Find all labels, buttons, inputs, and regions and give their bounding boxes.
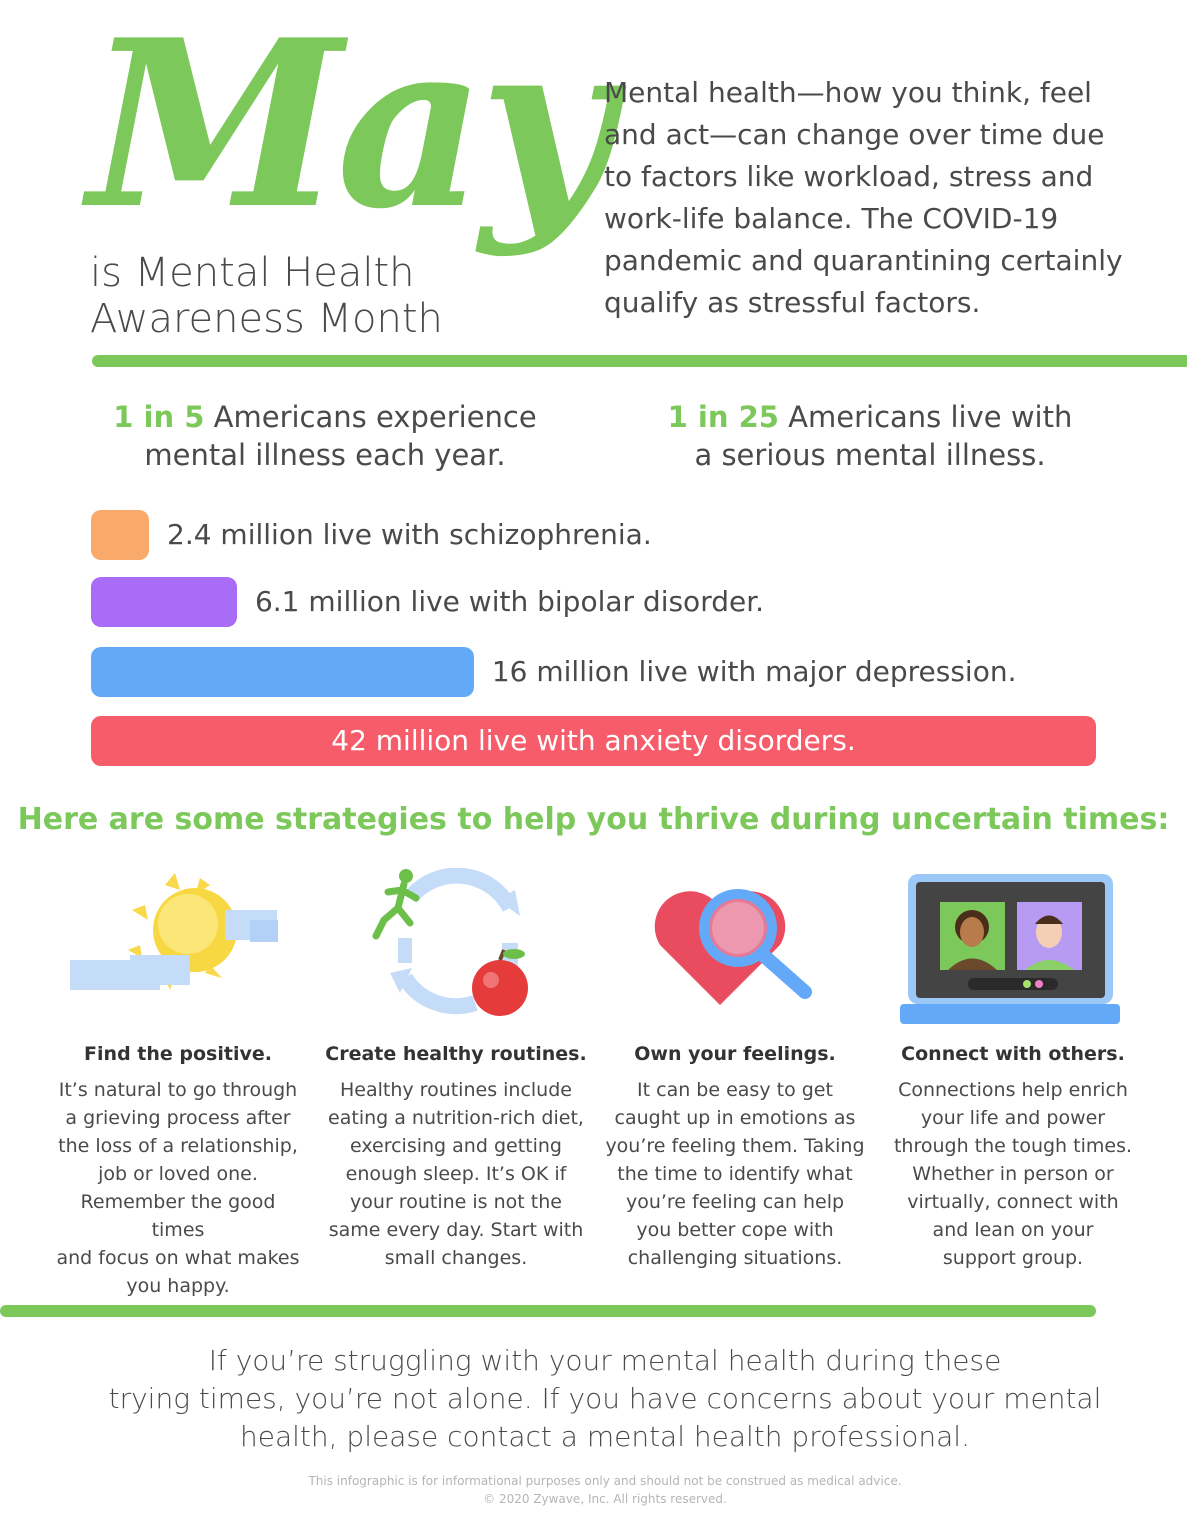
stat-left-line1: Americans experience: [204, 400, 537, 434]
bar-label: 16 million live with major depression.: [491, 655, 1017, 688]
strategy-description-line: your life and power: [920, 1107, 1106, 1129]
strategy-description-line: support group.: [942, 1247, 1084, 1269]
strategy-description-line: you happy.: [126, 1275, 230, 1297]
strategy-title: Own your feelings.: [634, 1043, 836, 1065]
strategy-description: [53, 1076, 303, 1300]
closing-line2: trying times, you’re not alone. If you have concerns about your mental: [108, 1382, 1102, 1415]
intro-paragraph: Mental health—how you think, feel and act—can change over time due to factors like workload, stress and work-life balance. The COVID-19 pandemic and quarantining certainly qualify as stressful factors.: [604, 76, 1123, 319]
stat-right-line1: Americans live with: [778, 400, 1073, 434]
strategy-description-line: Whether in person or: [912, 1163, 1114, 1185]
footer: [0, 1472, 1187, 1508]
stat-one-in-five: [100, 398, 550, 474]
bar-label: 6.1 million live with bipolar disorder.: [254, 585, 765, 618]
subtitle-line1: is Mental Health: [90, 250, 415, 296]
heart-magnifier-icon: [650, 880, 820, 1014]
runner-cycle-icon: [370, 868, 540, 1027]
bar-label: 42 million live with anxiety disorders.: [331, 724, 856, 757]
strategy-description: [888, 1076, 1138, 1272]
strategy-description-line: small changes.: [384, 1247, 528, 1269]
bar-bipolar-disorder: [91, 577, 237, 627]
strategy-description-line: the loss of a relationship,: [58, 1135, 298, 1157]
closing-line1: If you’re struggling with your mental health during these: [208, 1344, 1002, 1377]
strategy-description-line: you’re feeling them. Taking: [605, 1135, 865, 1157]
stat-one-in-twentyfive: [650, 398, 1090, 474]
bar-major-depression: [91, 647, 474, 697]
strategy-description-line: challenging situations.: [627, 1247, 843, 1269]
strategy-description-line: through the tough times.: [893, 1135, 1133, 1157]
strategy-description-line: the time to identify what: [617, 1163, 853, 1185]
strategy-description-line: Remember the good times: [80, 1191, 276, 1241]
strategy-description-line: and lean on your: [932, 1219, 1094, 1241]
subtitle: [90, 250, 443, 342]
bar-row: [91, 716, 1096, 766]
strategy-description-line: and focus on what makes: [56, 1247, 300, 1269]
bar-label: 2.4 million live with schizophrenia.: [167, 518, 652, 551]
strategy-description-line: you’re feeling can help: [625, 1191, 845, 1213]
stat-right-line2: a serious mental illness.: [694, 438, 1046, 472]
may-title: May: [88, 0, 608, 260]
strategy-title: Connect with others.: [901, 1043, 1125, 1065]
strategy-description-line: Healthy routines include: [340, 1079, 572, 1101]
strategy-description: [321, 1076, 591, 1272]
strategy-description-line: same every day. Start with: [328, 1219, 584, 1241]
strategy-description: [605, 1076, 865, 1272]
strategy-title: Create healthy routines.: [325, 1043, 587, 1065]
strategy-description-line: eating a nutrition-rich diet,: [328, 1107, 584, 1129]
copyright-text: © 2020 Zywave, Inc. All rights reserved.: [483, 1492, 727, 1506]
top-divider: [92, 355, 1187, 367]
strategy-description-line: It’s natural to go through: [58, 1079, 298, 1101]
strategy-description-line: caught up in emotions as: [614, 1107, 856, 1129]
strategy-description-line: virtually, connect with: [907, 1191, 1119, 1213]
strategy-description-line: job or loved one.: [98, 1163, 258, 1185]
strategy-description-line: exercising and getting: [350, 1135, 562, 1157]
strategy-title: Find the positive.: [84, 1043, 272, 1065]
stat-left-line2: mental illness each year.: [144, 438, 506, 472]
strategy-description-line: Connections help enrich: [898, 1079, 1128, 1101]
strategy-description-line: your routine is not the: [350, 1191, 562, 1213]
closing-line3: health, please contact a mental health professional.: [240, 1420, 970, 1453]
subtitle-line2: Awareness Month: [90, 296, 443, 342]
sun-icon: [70, 870, 280, 1004]
strategies-heading: Here are some strategies to help you thrive during uncertain times:: [17, 802, 1170, 837]
strategy-description-line: a grieving process after: [65, 1107, 291, 1129]
bar-schizophrenia: [91, 510, 149, 560]
strategy-description-line: It can be easy to get: [637, 1079, 833, 1101]
bar-row: [91, 577, 1096, 627]
bar-row: [91, 510, 1096, 560]
disclaimer-text: This infographic is for informational purposes only and should not be construed as medical advice.: [308, 1474, 902, 1488]
closing-message: [100, 1342, 1110, 1456]
stat-right-highlight: 1 in 25: [667, 400, 779, 434]
strategy-description-line: you better cope with: [636, 1219, 834, 1241]
strategy-description-line: enough sleep. It’s OK if: [345, 1163, 567, 1185]
bar-row: [91, 647, 1096, 697]
bottom-divider: [0, 1305, 1096, 1317]
laptop-video-call-icon: [900, 872, 1120, 1031]
stat-left-highlight: 1 in 5: [113, 400, 205, 434]
